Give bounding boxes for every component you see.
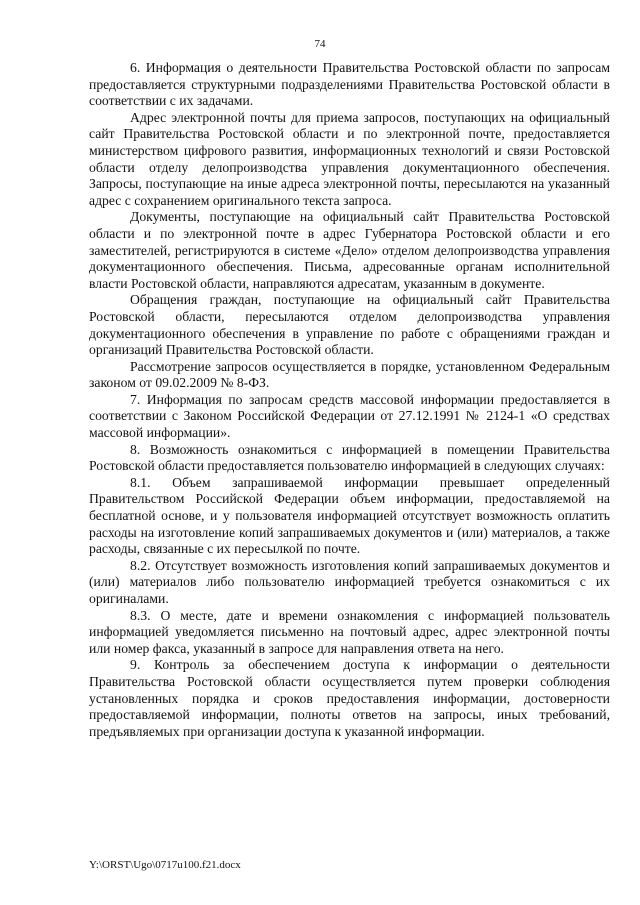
paragraph-request-review: Рассмотрение запросов осуществляется в порядке, установленном Федеральным законом от 09.02.2009 № 8-ФЗ. — [89, 358, 610, 391]
paragraph-citizen-appeals: Обращения граждан, поступающие на официальный сайт Правительства Ростовской области, пересылаются отделом делопроизводства управления документационного обеспечения в управление по работе с обращениями граждан и организаций Правительства Ростовской области. — [89, 292, 610, 358]
paragraph-email-address: Адрес электронной почты для приема запросов, поступающих на официальный сайт Правительства Ростовской области и по электронной почте, предоставляется министерством цифрового развития, информационных технологий и связи Ростовской области отделу делопроизводства управления документационного обеспечения. Запросы, поступающие на иные адреса электронной почты, пересылаются на указанный адрес с сохранением оригинального текста запроса. — [89, 109, 610, 208]
paragraph-8-3: 8.3. О месте, дате и времени ознакомления с информацией пользователь информацией уведомляется письменно на почтовый адрес, адрес электронной почты или номер факса, указанный в запросе для направления ответа на него. — [89, 607, 610, 656]
paragraph-8-2: 8.2. Отсутствует возможность изготовления копий запрашиваемых документов и (или) материалов либо пользователю информацией требуется ознакомиться с их оригиналами. — [89, 557, 610, 606]
document-body — [89, 60, 610, 740]
page-number: 74 — [314, 38, 326, 50]
paragraph-7: 7. Информация по запросам средств массовой информации предоставляется в соответствии с Законом Российской Федерации от 27.12.1991 № 2124-1 «О средствах массовой информации». — [89, 391, 610, 441]
paragraph-8-1: 8.1. Объем запрашиваемой информации превышает определенный Правительством Российской Федерации объем информации, предоставляемой на бесплатной основе, и у пользователя информацией отсутствует возможность оплатить расходы на изготовление копий запрашиваемых документов и (или) материалов, а также расходы, связанные с их пересылкой по почте. — [89, 474, 610, 557]
footer-file-path: Y:\ORST\Ugo\0717u100.f21.docx — [89, 859, 241, 871]
paragraph-6: 6. Информация о деятельности Правительства Ростовской области по запросам предоставляется структурными подразделениями Правительства Ростовской области в соответствии с их задачами. — [89, 60, 610, 109]
paragraph-8: 8. Возможность ознакомиться с информацией в помещении Правительства Ростовской области предоставляется пользователю информацией в следующих случаях: — [89, 441, 610, 474]
paragraph-9: 9. Контроль за обеспечением доступа к информации о деятельности Правительства Ростовской области осуществляется путем проверки соблюдения установленных порядка и сроков предоставления информации, достоверности предоставляемой информации, полноты ответов на запросы, иных требований, предъявляемых при организации доступа к указанной информации. — [89, 657, 610, 739]
paragraph-documents: Документы, поступающие на официальный сайт Правительства Ростовской области и по электронной почте в адрес Губернатора Ростовской области и его заместителей, регистрируются в системе «Дело» отделом делопроизводства управления документационного обеспечения. Письма, адресованные органам исполнительной власти Ростовской области, направляются адресатам, указанным в документе. — [89, 209, 610, 291]
